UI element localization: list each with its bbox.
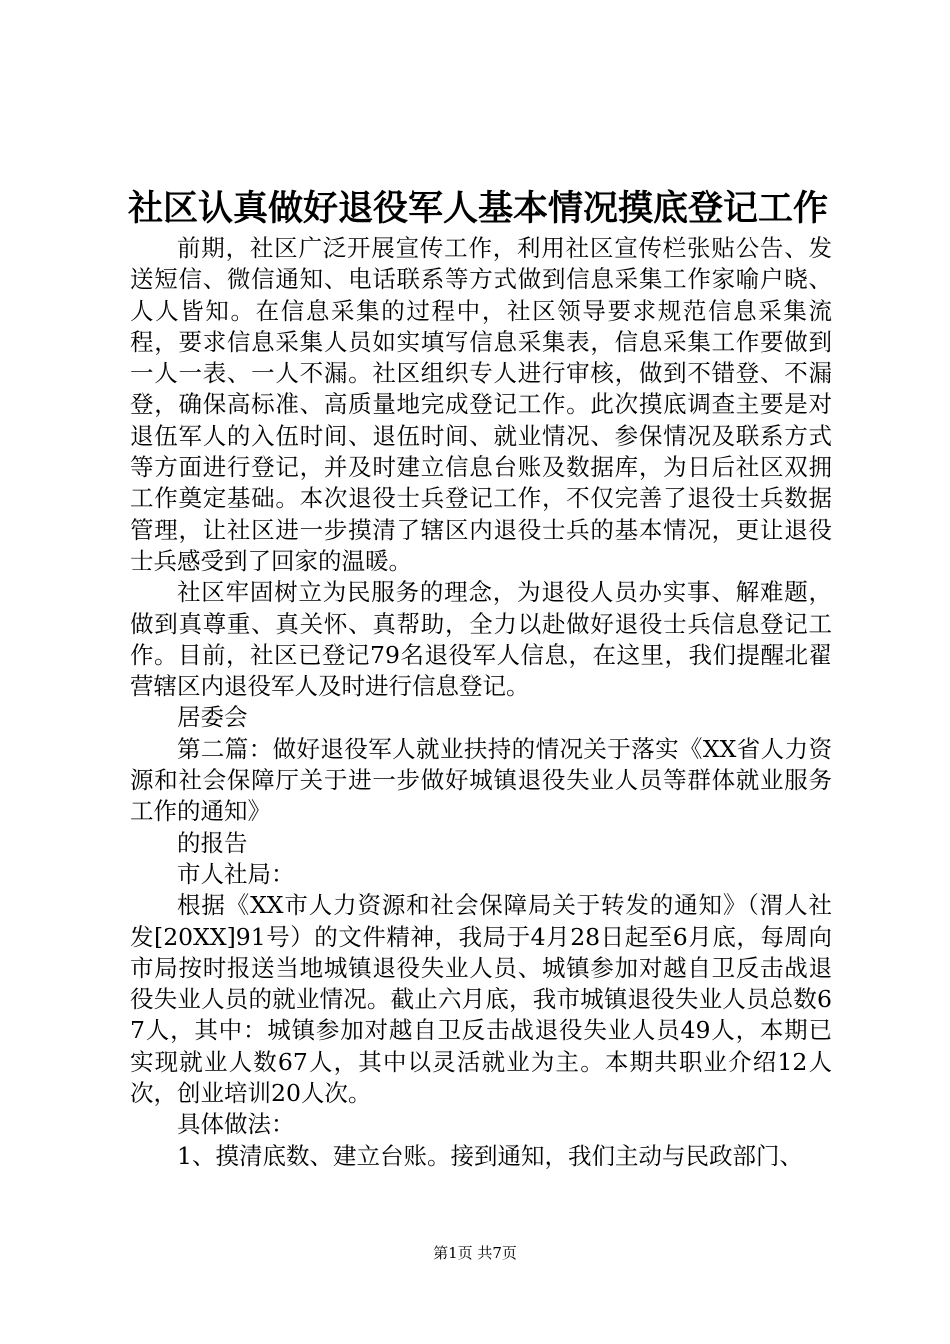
paragraph-registration-work: 前期，社区广泛开展宣传工作，利用社区宣传栏张贴公告、发送短信、微信通知、电话联系等方式做到信息采集工作家喻户晓、人人皆知。在信息采集的过程中，社区领导要求规范信息采集流程，要求信息采集人员如实填写信息采集表，信息采集工作要做到一人一表、一人不漏。社区组织专人进行审核，做到不错登、不漏登，确保高标准、高质量地完成登记工作。此次摸底调查主要是对退伍军人的入伍时间、退伍时间、就业情况、参保情况及联系方式等方面进行登记，并及时建立信息台账及数据库，为日后社区双拥工作奠定基础。本次退役士兵登记工作，不仅完善了退役士兵数据管理，让社区进一步摸清了辖区内退役士兵的基本情况，更让退役士兵感受到了回家的温暖。 (130, 234, 832, 575)
recipient-line: 市人社局： (177, 859, 295, 888)
signature-committee: 居委会 (177, 703, 248, 732)
document-title: 社区认真做好退役军人基本情况摸底登记工作 (128, 188, 829, 229)
paragraph-service-concept: 社区牢固树立为民服务的理念，为退役人员办实事、解难题，做到真尊重、真关怀、真帮助，全力以赴做好退役士兵信息登记工作。目前，社区已登记79名退役军人信息，在这里，我们提醒北翟营辖区内退役军人及时进行信息登记。 (130, 578, 832, 701)
paragraph-employment-report: 根据《XX市人力资源和社会保障局关于转发的通知》（渭人社发[20XX]91号）的文件精神，我局于4月28日起至6月底，每周向市局按时报送当地城镇退役失业人员、城镇参加对越自卫反击战退役失业人员的就业情况。截止六月底，我市城镇退役失业人员总数67人，其中：城镇参加对越自卫反击战退役失业人员49人，本期已实现就业人数67人，其中以灵活就业为主。本期共职业介绍12人次，创业培训20人次。 (130, 891, 832, 1108)
methods-heading: 具体做法： (177, 1110, 295, 1139)
page-footer: 第1页 共7页 (433, 1244, 517, 1262)
section-two-heading: 第二篇：做好退役军人就业扶持的情况关于落实《XX省人力资源和社会保障厅关于进一步做好城镇退役失业人员等群体就业服务工作的通知》 (130, 734, 832, 826)
report-label: 的报告 (177, 828, 248, 857)
document-body (130, 233, 832, 1172)
paragraph-method-one: 1、摸清底数、建立台账。接到通知，我们主动与民政部门、 (177, 1141, 803, 1170)
